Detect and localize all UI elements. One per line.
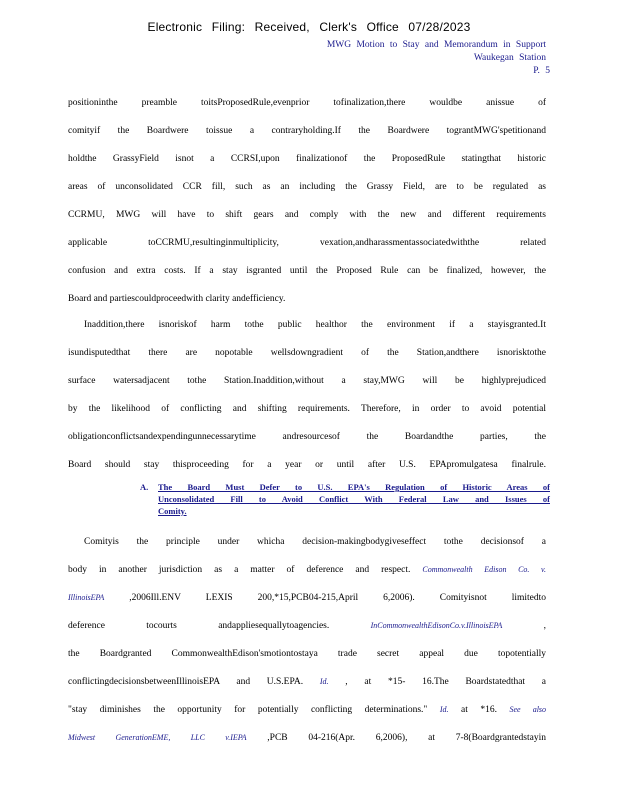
line-text: ,PCB 04-216(Apr. 6,2006), at 7-8(Boardgrantedstayin [267,733,546,743]
line-text: conflictingdecisionsbetweenIllinoisEPA and U.S.EPA. [68,677,304,687]
case-citation: Id. [319,677,329,686]
paragraph-line: confusion and extra costs. If a stay isgranted until the Proposed Rule can be finalized, however, the [68,266,546,276]
page-number: P. 5 [533,66,550,76]
paragraph-3 [68,528,546,752]
paragraph-2 [68,311,546,479]
case-citation: InCommonwealthEdisonCo.v.IllinoisEPA [370,621,503,630]
case-citation: Commonwealth Edison Co. v. [422,565,546,574]
paragraph-line: areas of unconsolidated CCR fill, such as an including the Grassy Field, are to be regulated as [68,182,546,192]
paragraph-line: positioninthe preamble toitsProposedRule,evenprior tofinalization,there wouldbe anissue of [68,98,546,108]
paragraph-line: Inaddition,there isnoriskof harm tothe public healthor the environment if a stayisgranted.It [84,320,546,330]
line-text: ,2006Ill.ENV LEXIS 200,*15,PCB04-215,April 6,2006). Comityisnot limitedto [129,593,546,603]
line-text: , [543,621,546,631]
paragraph-line: applicable toCCRMU,resultinginmultiplicity, vexation,andharassmentassociatedwiththe related [68,238,546,248]
paragraph-line: Board should stay thisproceeding for a year or until after U.S. EPApromulgatesa finalrule. [68,460,546,470]
line-text: at *16. [461,705,497,715]
paragraph-line: surface watersadjacent tothe Station.Inaddition,without a stay,MWG will be highlyprejudiced [68,376,546,386]
paragraph-line [68,668,546,696]
paragraph-line: isundisputedthat there are nopotable wellsdowngradient of the Station,andthere isnorisktothe [68,348,546,358]
paragraph-line: CCRMU, MWG will have to shift gears and comply with the new and different requirements [68,210,546,220]
paragraph-line: Board and partiescouldproceedwith clarity andefficiency. [68,294,286,304]
paragraph-line [68,724,546,752]
case-citation: See also [509,705,546,714]
paragraph-line: by the likelihood of conflicting and shifting requirements. Therefore, in order to avoid potential [68,404,546,414]
paragraph-line [68,612,546,640]
paragraph-1 [68,89,546,313]
running-header-subtitle: Waukegan Station [473,53,546,63]
paragraph-line [68,556,546,584]
paragraph-line: comityif the Boardwere toissue a contraryholding.If the Boardwere tograntMWG'spetitionand [68,126,546,136]
paragraph-line [68,584,546,612]
paragraph-line [68,696,546,724]
running-header-title: MWG Motion to Stay and Memorandum in Support [326,40,546,50]
line-text: body in another jurisdiction as a matter of deference and respect. [68,565,411,575]
heading-line: Unconsolidated Fill to Avoid Conflict With Federal Law and Issues of [158,494,550,504]
case-citation: Midwest GenerationEME, LLC v.IEPA [68,733,247,742]
line-text: , at *15- 16.The Boardstatedthat a [345,677,546,687]
filing-stamp: Electronic Filing: Received, Clerk's Office 07/28/2023 [147,20,471,34]
line-text: "stay diminishes the opportunity for potentially conflicting determinations." [68,705,428,715]
section-number: A. [140,482,149,492]
line-text: deference tocourts andappliesequallytoagencies. [68,621,330,631]
paragraph-line: Comityis the principle under whicha decision-makingbodygiveseffect tothe decisionsof a [84,537,546,547]
case-citation: Id. [439,705,449,714]
paragraph-line: obligationconflictsandexpendingunnecessarytime andresourcesof the Boardandthe parties, the [68,432,546,442]
paragraph-line: holdthe GrassyField isnot a CCRSI,upon finalizationof the ProposedRule statingthat historic [68,154,546,164]
heading-line: The Board Must Defer to U.S. EPA's Regulation of Historic Areas of [158,482,550,492]
paragraph-line: the Boardgranted CommonwealthEdison'smotiontostaya trade secret appeal due topotentially [68,649,546,659]
case-citation: IllinoisEPA [68,593,105,602]
heading-line: Comity. [158,506,187,516]
